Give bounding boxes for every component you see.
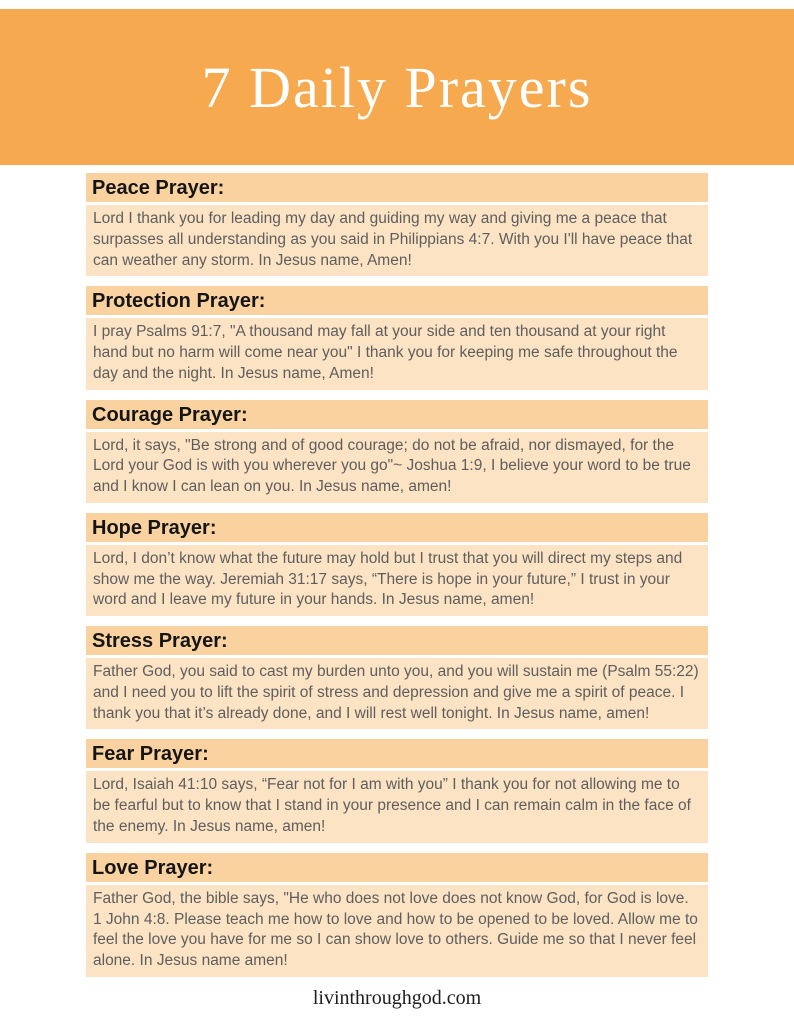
- prayer-body: Father God, you said to cast my burden unto you, and you will sustain me (Psalm 55:22) and I need you to lift the spirit of stress and depression and give me a spirit of peace. I thank you that it’s already done, and I will rest well tonight. In Jesus name, amen!: [86, 658, 708, 729]
- page-title: 7 Daily Prayers: [201, 54, 593, 120]
- prayer-title: Peace Prayer:: [86, 173, 708, 202]
- prayer-body: Lord, Isaiah 41:10 says, “Fear not for I am with you” I thank you for not allowing me to be fearful but to know that I stand in your presence and I can remain calm in the face of the enemy. In Jesus name, amen!: [86, 771, 708, 842]
- prayer-title: Protection Prayer:: [86, 286, 708, 315]
- prayer-section-fear: [86, 739, 708, 842]
- prayer-section-peace: [86, 173, 708, 276]
- title-banner: [0, 9, 794, 165]
- prayer-section-protection: [86, 286, 708, 389]
- prayer-section-love: [86, 853, 708, 977]
- prayer-section-hope: [86, 513, 708, 616]
- website-footer: livinthroughgod.com: [312, 986, 482, 1009]
- prayer-title: Love Prayer:: [86, 853, 708, 882]
- prayer-body: Father God, the bible says, "He who does not love does not know God, for God is love. 1 John 4:8. Please teach me how to love and how to be opened to be loved. Allow me to feel the love you have for me so I can show love to others. Guide me so that I never feel alone. In Jesus name amen!: [86, 885, 708, 977]
- prayer-title: Hope Prayer:: [86, 513, 708, 542]
- prayer-body: Lord I thank you for leading my day and guiding my way and giving me a peace that surpasses all understanding as you said in Philippians 4:7. With you I'll have peace that can weather any storm. In Jesus name, Amen!: [86, 205, 708, 276]
- prayer-section-courage: [86, 400, 708, 503]
- prayer-title: Fear Prayer:: [86, 739, 708, 768]
- prayer-title: Stress Prayer:: [86, 626, 708, 655]
- prayer-title: Courage Prayer:: [86, 400, 708, 429]
- prayer-body: Lord, I don’t know what the future may hold but I trust that you will direct my steps and show me the way. Jeremiah 31:17 says, “There is hope in your future,” I trust in your word and I leave my future in your hands. In Jesus name, amen!: [86, 545, 708, 616]
- prayer-list: [86, 173, 708, 1010]
- prayer-body: Lord, it says, "Be strong and of good courage; do not be afraid, nor dismayed, for the Lord your God is with you wherever you go"~ Joshua 1:9, I believe your word to be true and I know I can lean on you. In Jesus name, amen!: [86, 432, 708, 503]
- prayer-body: I pray Psalms 91:7, "A thousand may fall at your side and ten thousand at your right hand but no harm will come near you" I thank you for keeping me safe throughout the day and the night. In Jesus name, Amen!: [86, 318, 708, 389]
- prayer-section-stress: [86, 626, 708, 729]
